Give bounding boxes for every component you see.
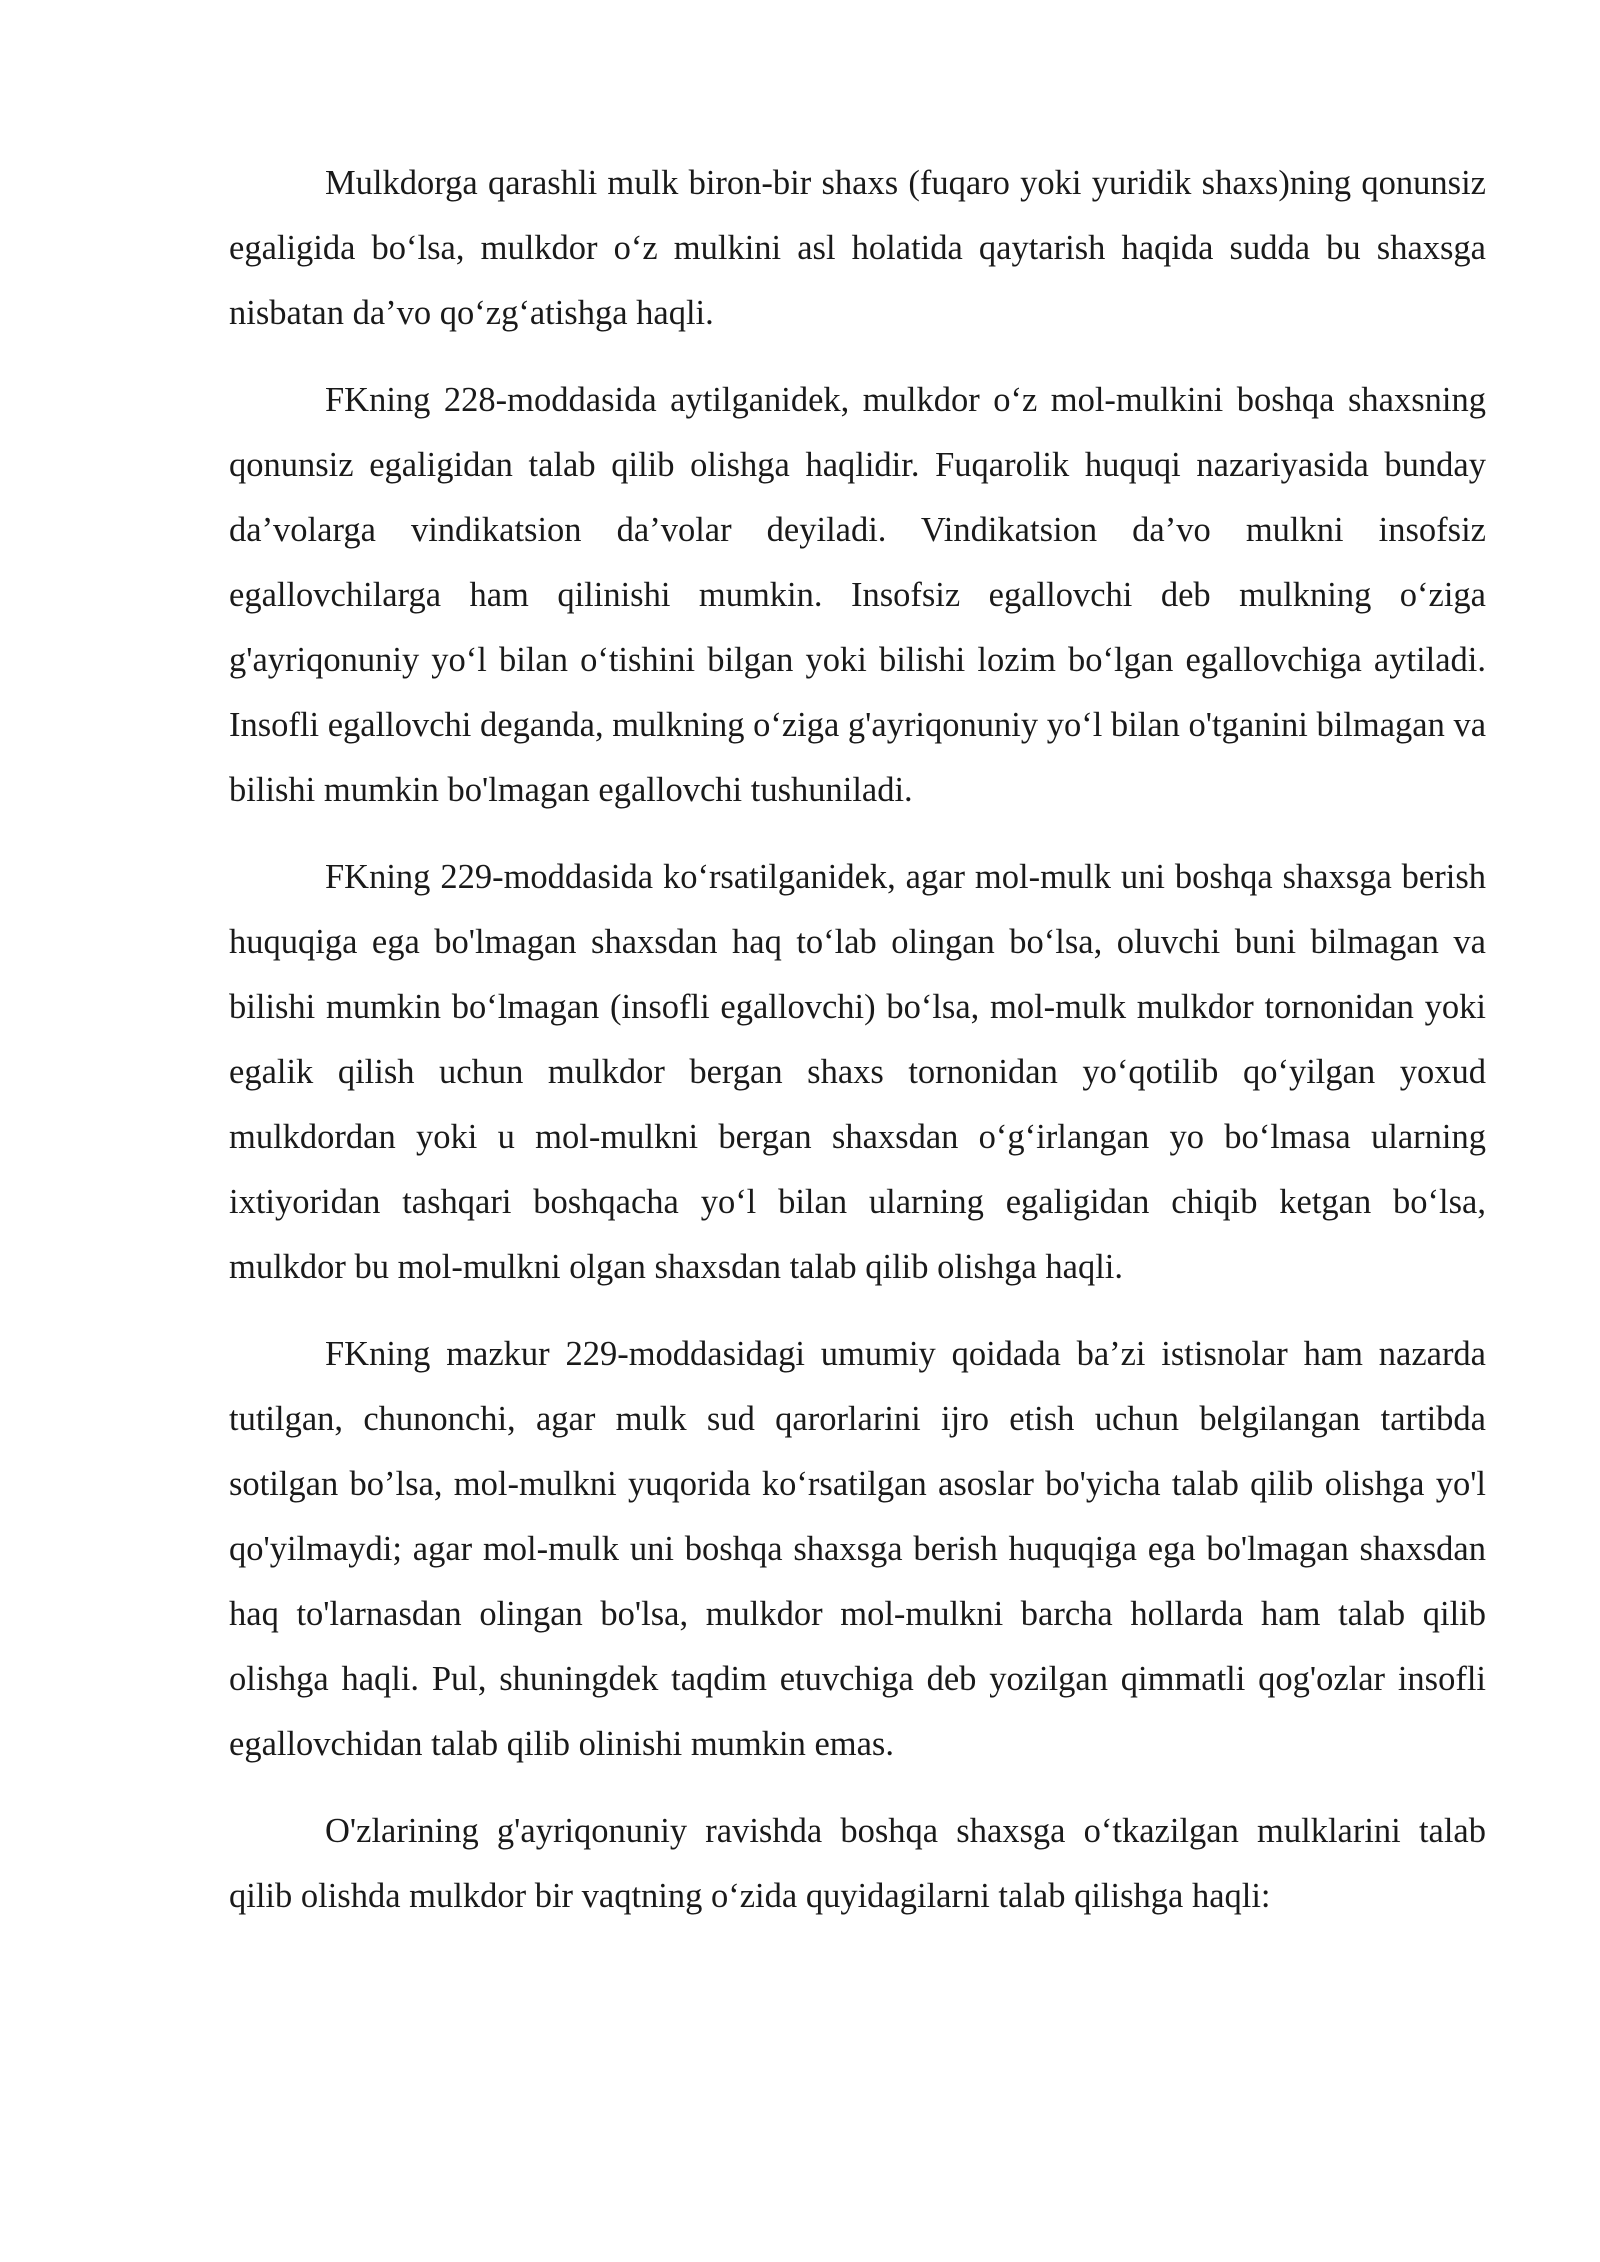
paragraph-4: FKning mazkur 229-moddasidagi umumiy qoidada ba’zi istisnolar ham nazarda tutilgan, chunonchi, agar mulk sud qarorlarini ijro etish uchun belgilangan tartibda sotilgan bo’lsa, mol-mulkni yuqorida ko‘rsatilgan asoslar bo'yicha talab qilib olishga yo'l qo'yilmaydi; agar mol-mulk uni boshqa shaxsga berish huquqiga ega bo'lmagan shaxsdan haq to'larnasdan olingan bo'lsa, mulkdor mol-mulkni barcha hollarda ham talab qilib olishga haqli. Pul, shuningdek taqdim etuvchiga deb yozilgan qimmatli qog'ozlar insofli egallovchidan talab qilib olinishi mumkin emas.: [229, 1335, 1486, 1763]
paragraph-2: FKning 228-moddasida aytilganidek, mulkdor o‘z mol-mulkini boshqa shaxsning qonunsiz egaligidan talab qilib olishga haqlidir. Fuqarolik huquqi nazariyasida bunday da’volarga vindikatsion da’volar deyiladi. Vindikatsion da’vo mulkni insofsiz egallovchilarga ham qilinishi mumkin. Insofsiz egallovchi deb mulkning o‘ziga g'ayriqonuniy yo‘l bilan o‘tishini bilgan yoki bilishi lozim bo‘lgan egallovchiga aytiladi. Insofli egallovchi deganda, mulkning o‘ziga g'ayriqonuniy yo‘l bilan o'tganini bilmagan va bilishi mumkin bo'lmagan egallovchi tushuniladi.: [229, 381, 1487, 809]
paragraph-3: FKning 229-moddasida ko‘rsatilganidek, agar mol-mulk uni boshqa shaxsga berish huquqiga ega bo'lmagan shaxsdan haq to‘lab olingan bo‘lsa, oluvchi buni bilmagan va bilishi mumkin bo‘lmagan (insofli egallovchi) bo‘lsa, mol-mulk mulkdor tornonidan yoki egalik qilish uchun mulkdor bergan shaxs tornonidan yo‘qotilib qo‘yilgan yoxud mulkdordan yoki u mol-mulkni bergan shaxsdan o‘g‘irlangan yo bo‘lmasa ularning ixtiyoridan tashqari boshqacha yo‘l bilan ularning egaligidan chiqib ketgan bo‘lsa, mulkdor bu mol-mulkni olgan shaxsdan talab qilib olishga haqli.: [229, 858, 1486, 1286]
document-body: [229, 151, 1486, 1951]
paragraph-5: O'zlarining g'ayriqonuniy ravishda boshqa shaxsga o‘tkazilgan mulklarini talab qilib olishda mulkdor bir vaqtning o‘zida quyidagilarni talab qilishga haqli:: [229, 1812, 1486, 1915]
paragraph-1: Mulkdorga qarashli mulk biron-bir shaxs (fuqaro yoki yuridik shaxs)ning qonunsiz egaligida bo‘lsa, mulkdor o‘z mulkini asl holatida qaytarish haqida sudda bu shaxsga nisbatan da’vo qo‘zg‘atishga haqli.: [229, 164, 1486, 332]
